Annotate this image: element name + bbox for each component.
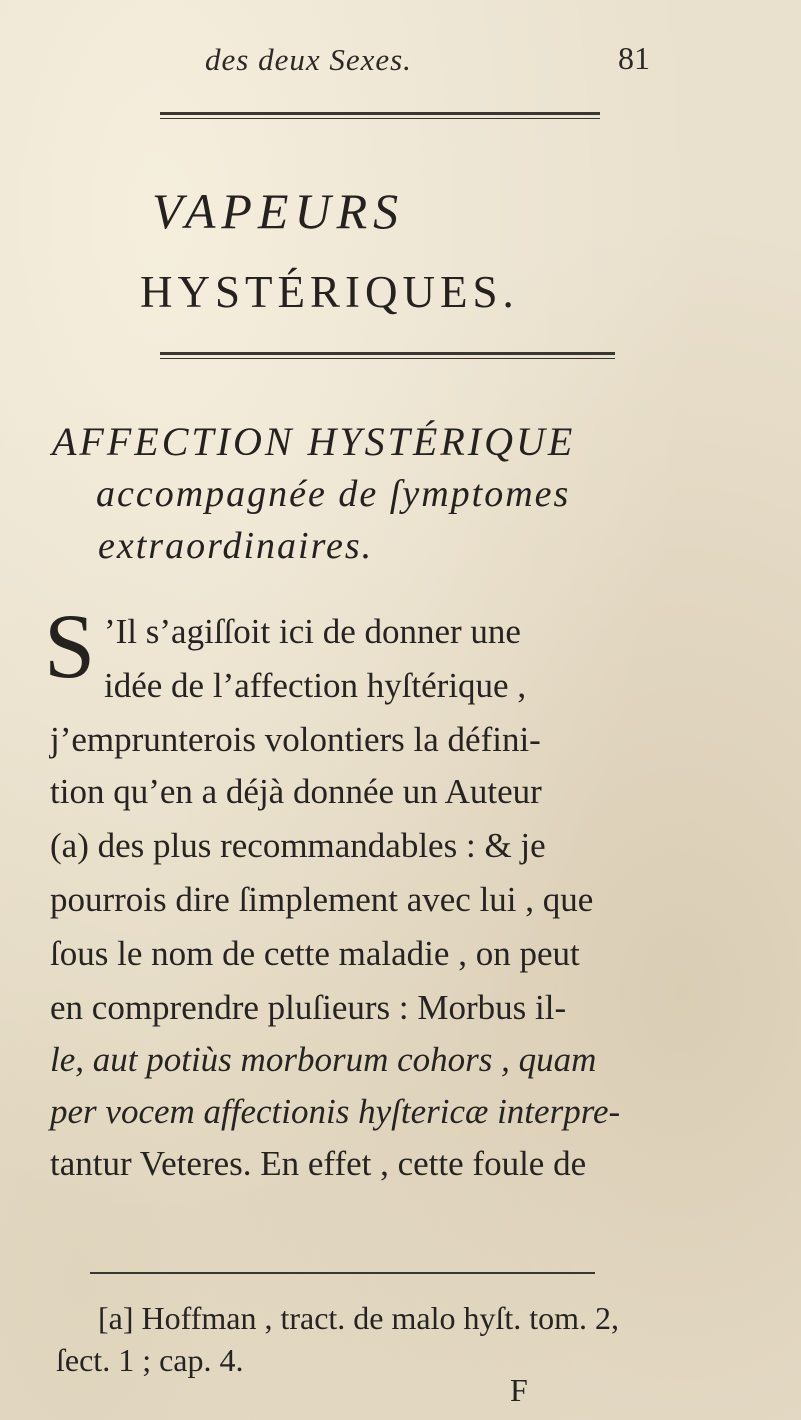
- body-text-line: en comprendre pluſieurs : Morbus il-: [50, 988, 567, 1027]
- body-text-line: j’emprunterois volontiers la défini-: [50, 720, 541, 759]
- body-text-line: ſous le nom de cette maladie , on peut: [50, 934, 580, 973]
- body-text-line: tantur Veteres. En effet , cette foule de: [50, 1144, 587, 1183]
- ornamental-rule-top: [160, 112, 600, 119]
- ornamental-rule-middle: [160, 352, 615, 359]
- body-text-line: per vocem affectionis hyſtericæ interpre-: [50, 1092, 621, 1131]
- chapter-subtitle-line: extraordinaires.: [98, 525, 374, 567]
- page-number: 81: [618, 40, 650, 76]
- body-text-line: pourrois dire ſimplement avec lui , que: [50, 880, 594, 919]
- signature-mark: F: [510, 1372, 528, 1408]
- chapter-title: AFFECTION HYSTÉRIQUE: [52, 419, 576, 464]
- footnote-rule: [90, 1272, 595, 1274]
- footnote-line: ſect. 1 ; cap. 4.: [56, 1342, 244, 1378]
- body-text-line: ’Il s’agiſſoit ici de donner une: [104, 612, 521, 651]
- section-subtitle: HYSTÉRIQUES.: [140, 267, 519, 317]
- running-title: des deux Sexes.: [205, 42, 412, 77]
- page-header: [0, 28, 801, 78]
- body-text-line: le, aut potiùs morborum cohors , quam: [50, 1040, 597, 1079]
- drop-cap: S: [44, 595, 96, 697]
- section-title: VAPEURS: [152, 183, 405, 239]
- body-text-line: tion qu’en a déjà donnée un Auteur: [50, 772, 542, 811]
- body-text-line: (a) des plus recommandables : & je: [50, 826, 546, 865]
- body-text-line: idée de l’affection hyſtérique ,: [104, 666, 527, 705]
- footnote-line: [a] Hoffman , tract. de malo hyſt. tom. 2,: [98, 1300, 620, 1336]
- chapter-subtitle-line: accompagnée de ſymptomes: [96, 473, 571, 515]
